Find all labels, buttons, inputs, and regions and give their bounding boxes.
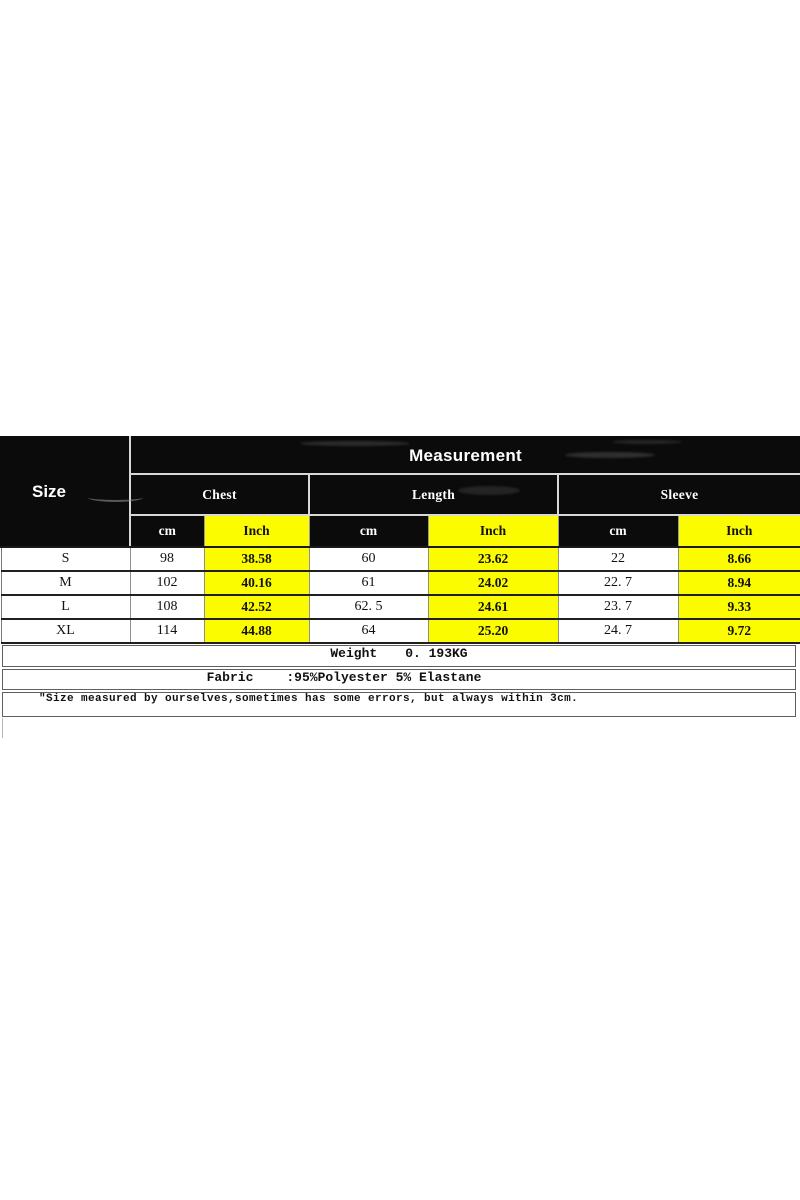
note-row: [2, 692, 796, 717]
group-header-sleeve: Sleeve: [558, 474, 800, 515]
length-cm-cell: 62. 5: [309, 595, 428, 619]
fabric-inner: [207, 670, 482, 685]
fabric-label: Fabric: [206, 670, 254, 685]
unit-header-chest-cm: cm: [130, 515, 204, 547]
fabric-row: [2, 669, 796, 690]
size-cell: L: [1, 595, 130, 619]
length-inch-cell: 23.62: [428, 547, 558, 571]
length-inch-cell: 24.02: [428, 571, 558, 595]
size-chart-table: [0, 436, 800, 644]
size-row-m: [1, 571, 800, 595]
unit-header-length-inch: Inch: [428, 515, 558, 547]
fabric-value: :95%Polyester 5% Elastane: [286, 670, 482, 685]
weight-row: [2, 645, 796, 667]
length-cm-cell: 61: [309, 571, 428, 595]
group-header-chest: Chest: [130, 474, 309, 515]
unit-header-length-cm: cm: [309, 515, 428, 547]
size-cell: M: [1, 571, 130, 595]
size-header: Size: [1, 437, 130, 547]
chest-cm-cell: 108: [130, 595, 204, 619]
size-row-l: [1, 595, 800, 619]
group-header-length: Length: [309, 474, 558, 515]
size-row-s: [1, 547, 800, 571]
chest-inch-cell: 42.52: [204, 595, 309, 619]
sleeve-cm-cell: 22: [558, 547, 678, 571]
unit-header-chest-inch: Inch: [204, 515, 309, 547]
sleeve-inch-cell: 9.33: [678, 595, 800, 619]
sleeve-inch-cell: 8.94: [678, 571, 800, 595]
length-inch-cell: 24.61: [428, 595, 558, 619]
size-cell: S: [1, 547, 130, 571]
size-cell: XL: [1, 619, 130, 643]
length-cm-cell: 64: [309, 619, 428, 643]
sleeve-cm-cell: 24. 7: [558, 619, 678, 643]
sleeve-cm-cell: 23. 7: [558, 595, 678, 619]
unit-header-sleeve-cm: cm: [558, 515, 678, 547]
weight-label: Weight: [330, 646, 378, 661]
artifact-edge-line: [2, 718, 3, 738]
chest-inch-cell: 38.58: [204, 547, 309, 571]
sleeve-cm-cell: 22. 7: [558, 571, 678, 595]
chest-cm-cell: 114: [130, 619, 204, 643]
weight-value: 0. 193KG: [405, 646, 468, 661]
chest-inch-cell: 40.16: [204, 571, 309, 595]
sleeve-inch-cell: 8.66: [678, 547, 800, 571]
length-inch-cell: 25.20: [428, 619, 558, 643]
size-row-xl: [1, 619, 800, 643]
chest-cm-cell: 98: [130, 547, 204, 571]
unit-header-sleeve-inch: Inch: [678, 515, 800, 547]
chest-inch-cell: 44.88: [204, 619, 309, 643]
header-row-title: [1, 437, 800, 474]
note-text: ″Size measured by ourselves,sometimes has some errors, but always within 3cm.: [39, 693, 579, 705]
length-cm-cell: 60: [309, 547, 428, 571]
chest-cm-cell: 102: [130, 571, 204, 595]
sleeve-inch-cell: 9.72: [678, 619, 800, 643]
measurement-title: Measurement: [130, 437, 800, 474]
